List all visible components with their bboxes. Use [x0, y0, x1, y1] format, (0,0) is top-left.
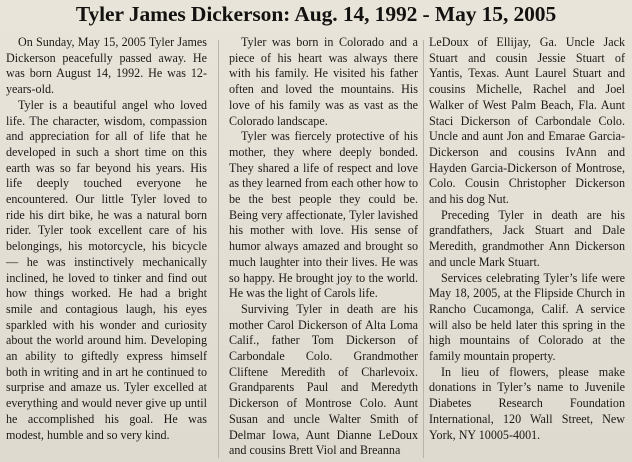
paragraph: In lieu of flowers, please make donations in Tyler’s name to Juvenile Diabetes Research Foundation International, 120 Wall Street, New York, NY 10005-4001.	[429, 364, 625, 442]
article-column-1	[6, 35, 207, 443]
paragraph: Tyler was fiercely protective of his mother, they where deeply bonded. They shared a life of respect and love as they learned from each other how to be the best people they could be. Being very affectionate, Tyler lavished his mother with love. His sense of humor always amazed and brought so much laughter into their lives. He was so happy. He brought joy to the world. He was the light of Carols life.	[229, 129, 418, 301]
paragraph: LeDoux of Ellijay, Ga. Uncle Jack Stuart and cousin Jessie Stuart of Yantis, Texas. Aunt Laurel Stuart and cousins Michelle, Rachel and Joel Walker of West Palm Beach, Fla. Aunt Staci Dickerson of Carbondale Colo. Uncle and aunt Jon and Emarae Garcia-Dickerson and cousins IvAnn and Hayden Garcia-Dickerson of Montrose, Colo. Cousin Christopher Dickerson and his dog Nut.	[429, 35, 625, 207]
article-column-3	[429, 35, 625, 443]
paragraph: Services celebrating Tyler’s life were May 18, 2005, at the Flipside Church in Rancho Cucamonga, Calif. A service will also be held later this spring in the high mountains of Colorado at the family mountain property.	[429, 270, 625, 364]
paragraph: On Sunday, May 15, 2005 Tyler James Dickerson peacefully passed away. He was born August 14, 1992. He was 12-years-old.	[6, 35, 207, 97]
paragraph: Tyler is a beautiful angel who loved life. The character, wisdom, compassion and appreciation for all of life that he developed in such a short time on this earth was so far beyond his years. His life deeply touched everyone he encountered. Our little Tyler loved to ride his dirt bike, he was a natural born rider. Tyler took excellent care of his belongings, his motorcycle, his bicycle — he was instinctively mechanically inclined, he loved to tinker and find out how things worked. He had a bright smile and contagious laugh, his eyes sparkled with his wonder and curiosity about the world around him. Developing an ability to giftedly express himself both in writing and in art he continued to surprise and amaze us. Tyler excelled at everything and would never give up until he accomplished his goal. He was modest, humble and so very kind.	[6, 97, 207, 442]
column-divider	[218, 40, 219, 458]
headline: Tyler James Dickerson: Aug. 14, 1992 - May 15, 2005	[75, 2, 557, 26]
paragraph: Tyler was born in Colorado and a piece of his heart was always there with his family. He visited his father often and loved the mountains. His love of his family was as vast as the Colorado landscape.	[229, 35, 418, 128]
paragraph: Surviving Tyler in death are his mother Carol Dickerson of Alta Loma Calif., father Tom Dickerson of Carbondale Colo. Grandmother Cliftene Meredith of Charlevoix. Grandparents Paul and Meredyth Dickerson of Montrose Colo. Aunt Susan and uncle Walter Smith of Delmar Iowa, Aunt Dianne LeDoux and cousins Brett Viol and Breanna	[229, 301, 418, 458]
paragraph: Preceding Tyler in death are his grandfathers, Jack Stuart and Dale Meredith, grandmother Ann Dickerson and uncle Mark Stuart.	[429, 207, 625, 269]
column-divider	[423, 40, 424, 458]
article-column-2	[229, 35, 418, 459]
